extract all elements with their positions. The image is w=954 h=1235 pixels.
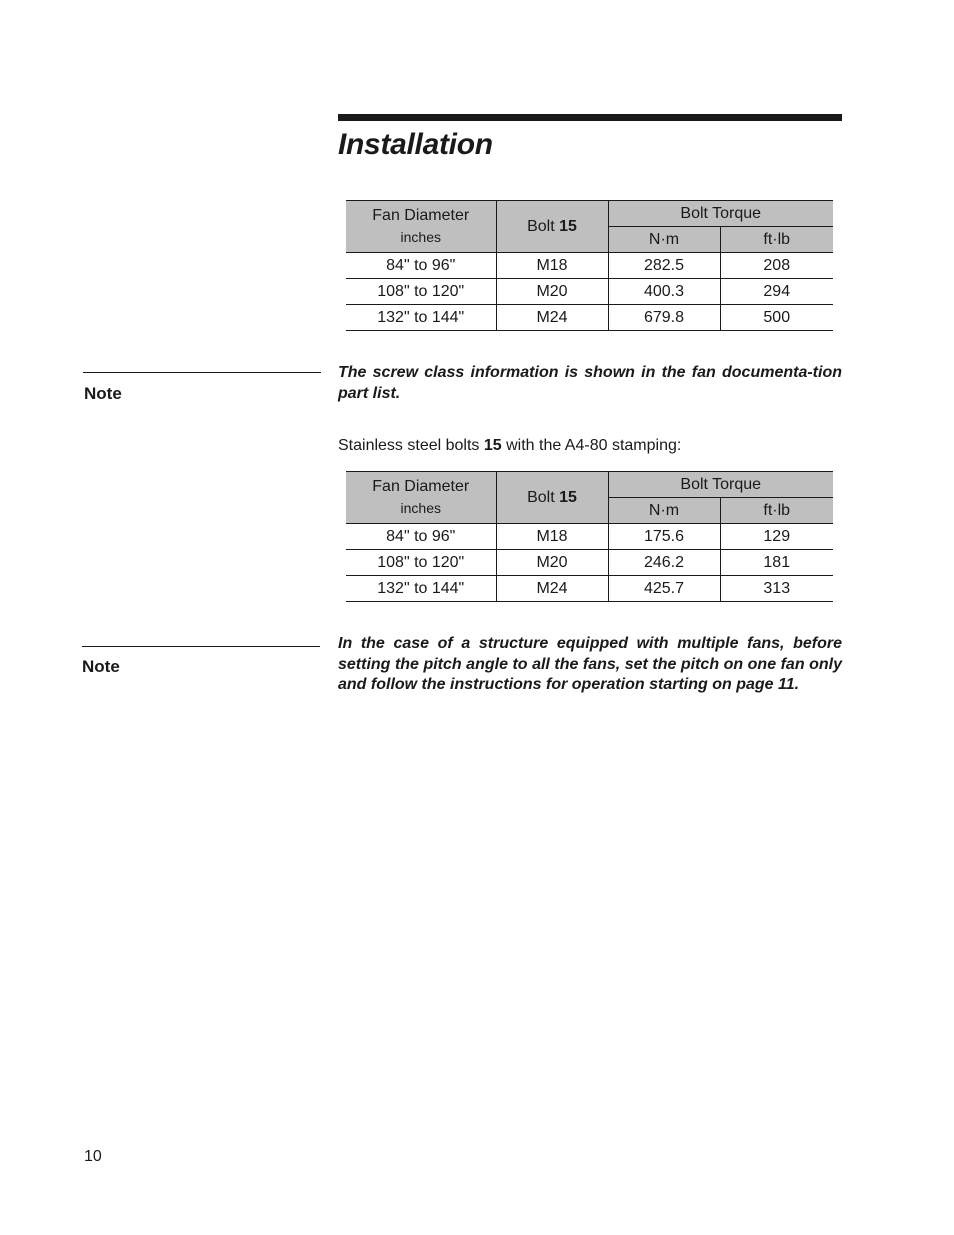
header-ftlb: ft·lb xyxy=(720,227,833,253)
page-title: Installation xyxy=(338,128,493,161)
table-row: 84" to 96" M18 175.6 129 xyxy=(346,524,833,550)
table-row: 132" to 144" M24 679.8 500 xyxy=(346,305,833,331)
note-text: In the case of a structure equipped with multiple fans, before setting the pitch angle to all the fans, set the pitch on one fan only and follow the instructions for operation starting on page 11. xyxy=(338,635,842,693)
header-fan-diameter: Fan Diameter inches xyxy=(346,472,496,524)
title-rule xyxy=(338,114,842,121)
page-number: 10 xyxy=(84,1148,102,1165)
header-nm: N·m xyxy=(608,227,720,253)
stainless-bolts-intro: Stainless steel bolts 15 with the A4-80 stamping: xyxy=(338,437,682,454)
header-bolt-torque: Bolt Torque xyxy=(608,201,833,227)
table-row: 84" to 96" M18 282.5 208 xyxy=(346,253,833,279)
note-rule xyxy=(83,372,321,373)
note-text: The screw class information is shown in the fan documenta-tion part list. xyxy=(338,364,842,402)
header-nm: N·m xyxy=(608,498,720,524)
bolt-torque-table-standard xyxy=(346,200,833,331)
header-ftlb: ft·lb xyxy=(720,498,833,524)
note-label: Note xyxy=(84,384,122,403)
header-fan-diameter: Fan Diameter inches xyxy=(346,201,496,253)
bolt-torque-table-stainless xyxy=(346,471,833,602)
table-row: 108" to 120" M20 400.3 294 xyxy=(346,279,833,305)
table-row: 132" to 144" M24 425.7 313 xyxy=(346,576,833,602)
header-bolt-torque: Bolt Torque xyxy=(608,472,833,498)
note-rule xyxy=(82,646,320,647)
note-label: Note xyxy=(82,657,120,676)
table-row: 108" to 120" M20 246.2 181 xyxy=(346,550,833,576)
header-bolt: Bolt 15 xyxy=(496,472,608,524)
header-bolt: Bolt 15 xyxy=(496,201,608,253)
